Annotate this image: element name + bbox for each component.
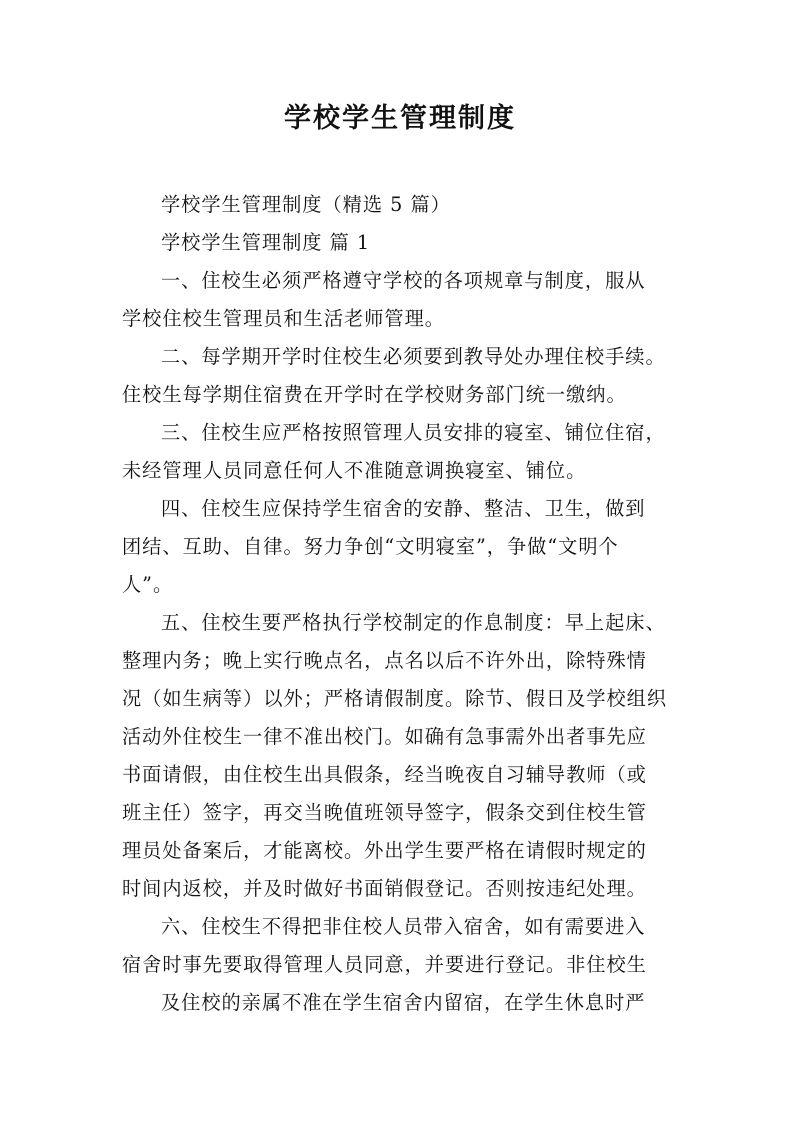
text-line: 况（如生病等）以外；严格请假制度。除节、假日及学校组织 [122, 687, 668, 710]
text-line: 及住校的亲属不准在学生宿舍内留宿，在学生休息时严 [161, 991, 646, 1014]
text-line: 五、住校生要严格执行学校制定的作息制度：早上起床、 [161, 611, 666, 634]
text-line: 班主任）签字，再交当晚值班领导签字，假条交到住校生管 [122, 801, 647, 824]
text-line: 住校生每学期住宿费在开学时在学校财务部门统一缴纳。 [122, 383, 627, 406]
text-line: 人”。 [122, 573, 174, 596]
text-line: 学校住校生管理员和生活老师管理。 [122, 307, 445, 330]
text-line: 四、住校生应保持学生宿舍的安静、整洁、卫生，做到 [161, 497, 646, 520]
text-line: 学校学生管理制度 篇 1 [161, 231, 371, 254]
text-line: 一、住校生必须严格遵守学校的各项规章与制度，服从 [161, 269, 646, 292]
text-line: 时间内返校，并及时做好书面销假登记。否则按违纪处理。 [122, 877, 647, 900]
text-line: 活动外住校生一律不准出校门。如确有急事需外出者事先应 [122, 725, 647, 748]
document-title: 学校学生管理制度 [284, 103, 516, 134]
text-line: 学校学生管理制度（精选 5 篇） [161, 193, 451, 216]
text-line: 未经管理人员同意任何人不准随意调换寝室、铺位。 [122, 459, 587, 482]
text-line: 团结、互助、自律。努力争创“文明寝室”，争做“文明个 [122, 535, 619, 558]
text-line: 宿舍时事先要取得管理人员同意，并要进行登记。非住校生 [122, 953, 647, 976]
text-line: 书面请假，由住校生出具假条，经当晚夜自习辅导教师（或 [122, 763, 647, 786]
text-line: 理员处备案后，才能离校。外出学生要严格在请假时规定的 [122, 839, 647, 862]
text-line: 整理内务；晚上实行晚点名，点名以后不许外出，除特殊情 [122, 649, 647, 672]
text-line: 二、每学期开学时住校生必须要到教导处办理住校手续。 [161, 345, 666, 368]
text-line: 六、住校生不得把非住校人员带入宿舍，如有需要进入 [161, 915, 646, 938]
text-line: 三、住校生应严格按照管理人员安排的寝室、铺位住宿， [161, 421, 666, 444]
